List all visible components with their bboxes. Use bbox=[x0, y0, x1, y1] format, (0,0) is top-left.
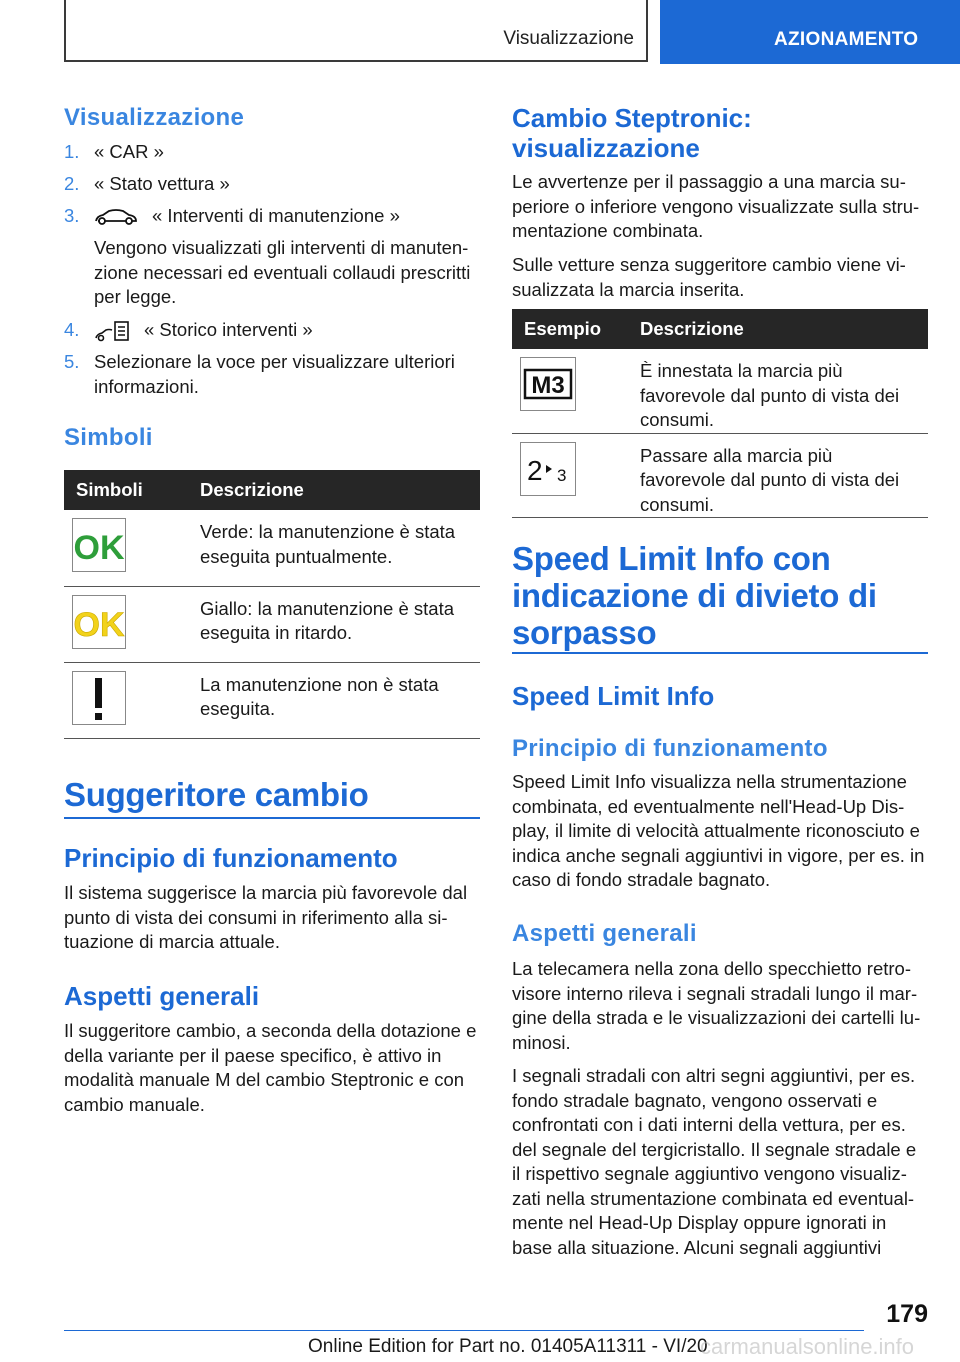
table-row bbox=[512, 349, 928, 433]
paragraph-aspetti: Il suggeritore cambio, a seconda della dotazione e della variante per il paese specifico, è attivo in modalità manuale M del cambio Steptronic e con cambio manuale. bbox=[64, 1020, 477, 1115]
description-cell: Passare alla marcia più favorevole dal punto di vista dei consumi. bbox=[628, 433, 928, 518]
watermark: carmanualsonline.info bbox=[700, 1334, 915, 1359]
gear-m3-symbol bbox=[520, 357, 576, 411]
step-text-wrap bbox=[94, 204, 484, 229]
header-section-title: Visualizzazione bbox=[503, 28, 634, 49]
table-row bbox=[64, 586, 480, 662]
paragraph-aspetti-right-2: I segnali stradali con altri segni aggiuntivi, per es. fondo stradale bagnato, vengono osservati e confrontati con i dati interni della vettura, per es. del segnale del tergicristallo. Il segnale stradale e il rispettivo segnale aggiuntivo vengono visualiz-zati nella strumentazione combinata ed eventual-mente nel Head-Up Display oppure ignorati in base alla situazione. Alcuni segnali aggiuntivi bbox=[512, 1065, 917, 1258]
header-section-box bbox=[64, 0, 648, 62]
step-text: Selezionare la voce per visualizzare ulteriori informazioni. bbox=[94, 351, 455, 397]
description-cell: La manutenzione non è stata eseguita. bbox=[188, 662, 480, 738]
heading-sli: Speed Limit Info bbox=[512, 681, 715, 711]
step-number: 1. bbox=[64, 141, 80, 162]
col-header-descrizione: Descrizione bbox=[628, 309, 928, 349]
step-label: « Interventi di manutenzione » bbox=[152, 205, 400, 226]
col-header-esempio: Esempio bbox=[512, 309, 628, 349]
svg-text:M3: M3 bbox=[531, 372, 565, 399]
heading-simboli: Simboli bbox=[64, 424, 153, 451]
heading-aspetti-right: Aspetti generali bbox=[512, 920, 697, 947]
symbols-table bbox=[64, 470, 480, 739]
paragraph-principio: Il sistema suggerisce la marcia più favorevole dal punto di vista dei consumi in riferimento alla si-tuazione di marcia attuale. bbox=[64, 882, 468, 952]
ok-green-icon bbox=[73, 519, 125, 571]
heading-visualizzazione: Visualizzazione bbox=[64, 104, 245, 131]
service-history-icon bbox=[94, 320, 130, 342]
footer-edition: Online Edition for Part no. 01405A11311 - VI/20 bbox=[308, 1336, 708, 1357]
step-number: 4. bbox=[64, 319, 80, 340]
step-number: 2. bbox=[64, 173, 80, 194]
svg-text:3: 3 bbox=[557, 465, 567, 485]
paragraph-principio-right: Speed Limit Info visualizza nella strumentazione combinata, ed eventualmente nell'Head-Up Dis-play, il limite di velocità attualmente riconosciuto e indica anche segnali aggiuntivi in vigore, per es. in caso di fondo stradale bagnato. bbox=[512, 771, 925, 890]
symbol-cell bbox=[64, 510, 188, 586]
heading-steptronic: Cambio Steptronic: visualizzazione bbox=[512, 103, 752, 163]
header-chapter-tab bbox=[660, 0, 960, 64]
paragraph-steptronic-2: Sulle vetture senza suggeritore cambio viene vi-sualizzata la marcia inserita. bbox=[512, 254, 906, 300]
heading-suggeritore-cambio: Suggeritore cambio bbox=[64, 776, 369, 813]
gear-indicator-icon bbox=[521, 358, 575, 410]
step-number: 5. bbox=[64, 351, 80, 372]
table-row bbox=[512, 433, 928, 518]
heading-principio: Principio di funzionamento bbox=[64, 843, 398, 873]
symbol-cell bbox=[64, 662, 188, 738]
table-row bbox=[64, 510, 480, 586]
heading-aspetti: Aspetti generali bbox=[64, 981, 260, 1011]
svg-text:OK: OK bbox=[73, 529, 125, 567]
description-cell: È innestata la marcia più favorevole dal punto di vista dei consumi. bbox=[628, 349, 928, 433]
heading-rule bbox=[64, 817, 480, 819]
step-text: « CAR » bbox=[94, 141, 164, 162]
example-cell bbox=[512, 349, 628, 433]
footer-rule bbox=[64, 1330, 864, 1331]
shift-up-icon bbox=[521, 443, 575, 495]
header-chapter-title: AZIONAMENTO bbox=[774, 29, 919, 50]
heading-speed-limit-info: Speed Limit Info con indicazione di divieto di sorpasso bbox=[512, 540, 877, 651]
heading-principio-right: Principio di funzionamento bbox=[512, 735, 828, 762]
ok-green-symbol bbox=[72, 518, 126, 572]
ok-yellow-symbol bbox=[72, 595, 126, 649]
warning-exclamation-symbol bbox=[72, 671, 126, 725]
description-cell: Verde: la manutenzione è stata eseguita puntualmente. bbox=[188, 510, 480, 586]
description-cell: Giallo: la manutenzione è stata eseguita in ritardo. bbox=[188, 586, 480, 662]
car-icon bbox=[94, 208, 138, 226]
step-3-sub: Vengono visualizzati gli interventi di manuten-zione necessari ed eventuali collaudi prescritti per legge. bbox=[94, 237, 471, 307]
step-text-wrap bbox=[94, 318, 484, 343]
svg-text:2: 2 bbox=[527, 454, 543, 486]
paragraph-steptronic-1: Le avvertenze per il passaggio a una marcia su-periore o inferiore vengono visualizzate sulla stru-mentazione combinata. bbox=[512, 171, 920, 241]
heading-rule bbox=[512, 652, 928, 654]
ok-yellow-icon bbox=[73, 596, 125, 648]
exclamation-icon bbox=[73, 672, 125, 724]
col-header-descrizione: Descrizione bbox=[188, 470, 480, 510]
step-text: « Stato vettura » bbox=[94, 173, 230, 194]
paragraph-aspetti-right-1: La telecamera nella zona dello specchietto retro-visore interno rileva i segnali stradali lungo il mar-gine della strada e le visualizzazioni dei cartelli lu-minosi. bbox=[512, 958, 921, 1053]
step-label: « Storico interventi » bbox=[144, 319, 313, 340]
page-number: 179 bbox=[886, 1300, 928, 1328]
symbol-cell bbox=[64, 586, 188, 662]
col-header-simboli: Simboli bbox=[64, 470, 188, 510]
svg-text:OK: OK bbox=[73, 605, 125, 644]
example-cell bbox=[512, 433, 628, 518]
step-number: 3. bbox=[64, 205, 80, 226]
examples-table bbox=[512, 309, 928, 518]
table-row bbox=[64, 662, 480, 738]
shift-up-symbol bbox=[520, 442, 576, 496]
